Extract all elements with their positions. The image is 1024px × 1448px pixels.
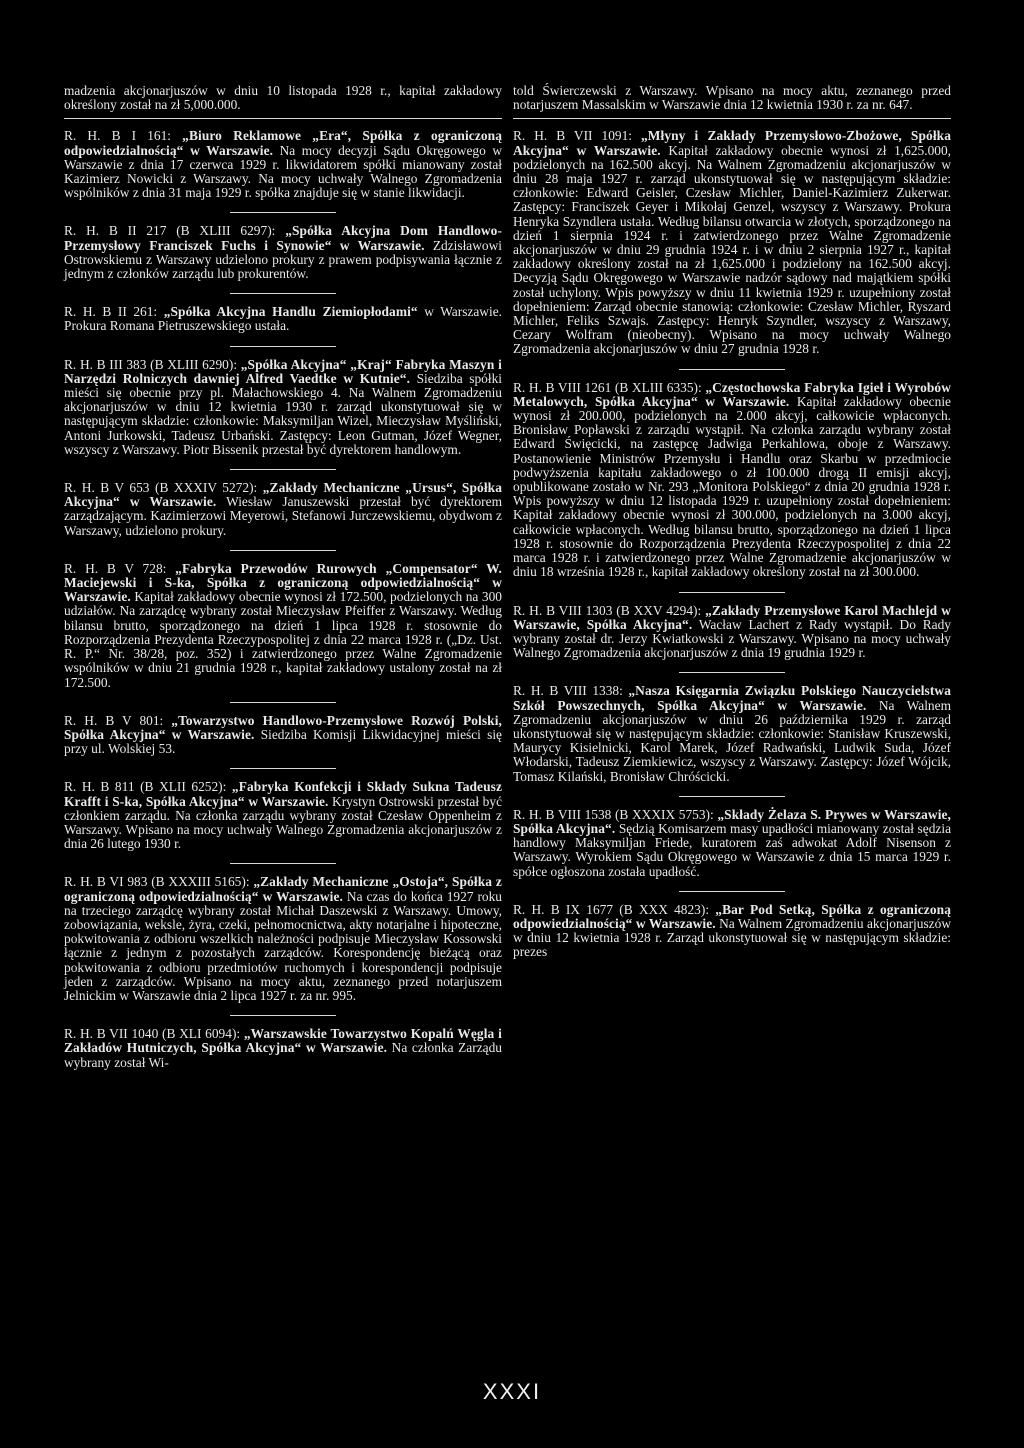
entry-text: Siedziba Komisji Likwidacyjnej mieści się przy ul. Wolskiej 53.	[64, 726, 502, 757]
entry-ref: R. H. B VII 1040 (B XLI 6094):	[64, 1026, 244, 1042]
company-name: „Warszawskie Towarzystwo Kopalń Węgla i Zakładów Hutniczych, Spółka Akcyjna“ w Warszawie.	[64, 1026, 502, 1056]
entry-text: Na członka Zarządu wybrany został Wi-	[64, 1040, 502, 1070]
register-entry	[513, 808, 951, 879]
entry-text: Siedziba spółki mieści się obecnie przy pl. Małachowskiego 4. Na Walnem Zgromadzeniu akcjonarjuszów w dniu 12 kwietnia 1930 r. zarząd ukonstytuował się w następującym składzie: członkowie: Maksymiljan Wizel, Mieczysław Myśliński, Antoni Jurkowski, Tadeusz Urbański. Zastępcy: Leon Gutman, Józef Wegner, wszyscy z Warszawy. Piotr Bissenik przestał być dyrektorem handlowym.	[64, 370, 502, 457]
company-name: „Spółka Akcyjna“ „Kraj“ Fabryka Maszyn i Narzędzi Rolniczych dawniej Alfred Vaedtke w Kutnie“.	[64, 356, 502, 386]
entry-text: Wacław Lachert z Rady wystąpił. Do Rady wybrany został dr. Jerzy Kwiatkowski z Warszawy. Wpisano na mocy uchwały Walnego Zgromadzenia akcjonarjuszów z dnia 19 grudnia 1929 r.	[513, 616, 951, 661]
entry-ref: R. H. B VIII 1303 (B XXV 4294):	[513, 602, 706, 618]
company-name: „Nasza Księgarnia Związku Polskiego Nauczycielstwa Szkół Powszechnych, Spółka Akcyjna“ w Warszawie.	[513, 683, 951, 713]
separator-line	[230, 768, 336, 769]
company-name: „Biuro Reklamowe „Era“, Spółka z ograniczoną odpowiedzialnością“ w Warszawie.	[64, 128, 502, 158]
entry-text: told Świerczewski z Warszawy. Wpisano na mocy aktu, zeznanego przed notarjuszem Massalskim w Warszawie dnia 12 kwietnia 1930 r. za nr. 647.	[513, 83, 951, 113]
entry-text: w Warszawie. Prokura Romana Pietruszewskiego ustała.	[64, 304, 502, 334]
company-name: „Składy Żelaza S. Prywes w Warszawie, Spółka Akcyjna“.	[513, 806, 952, 836]
company-name: „Zakłady Mechaniczne „Ostoja“, Spółka z ograniczoną odpowiedzialnością“ w Warszawie.	[64, 874, 502, 904]
register-entry	[64, 358, 502, 457]
separator-line	[679, 369, 785, 370]
register-entry	[64, 129, 502, 200]
entry-text: Krystyn Ostrowski przestał być członkiem zarządu. Na członka zarządu wybrany został Czesław Oppenheim z Warszawy. Wpisano na mocy uchwały Walnego Zgromadzenia akcjonarjuszów z dnia 26 lutego 1930 r.	[64, 793, 503, 852]
entry-text: Kapitał zakładowy obecnie wynosi zł 1,625.000, podzielonych na 162.500 akcyj. Na Walnem Zgromadzeniu akcjonarjuszów w dniu 28 maja 1927 r. zarząd ukonstytuował się w następującym składzie: członkowie: Edward Geisler, Czesław Michler, Daniel-Kazimierz Zukerwar. Zastępcy: Franciszek Geyer i Mikołaj Genzel, wszyscy z Warszawy. Prokura Henryka Szyndlera ustała. Według bilansu otwarcia w złotych, sporządzonego na dzień 1 sierpnia 1924 r. i zatwierdzonego przez Walne Zgromadzenie akcjonarjuszów w dniu 29 grudnia 1924 r. i w dniu 2 sierpnia 1927 r., kapitał zakładowy określony został na zł 1,625.000 i podzielony na 162.500 akcyj. Decyzją Sądu Okręgowego w Warszawie nadzór sądowy nad majątkiem spółki został uchylony. Wpis powyższy w dniu 11 kwietnia 1929 r. uzupełniony został dopełnieniem: Zarząd obecnie stanowią: członkowie: Czesław Michler, Ryszard Michler, Feliks Szwajs. Zastępcy: Henryk Szyndler, wszyscy z Warszawy, Cezary Wolfram (nieobecny). Wpisano na mocy uchwały Walnego Zgromadzenia akcjonarjuszów w dniu 27 grudnia 1928 r.	[513, 142, 951, 357]
entry-text: madzenia akcjonarjuszów w dniu 10 listopada 1928 r., kapitał zakładowy określony został na zł 5,000.000.	[64, 83, 502, 113]
register-entry	[513, 903, 951, 960]
separator-line	[230, 293, 336, 294]
register-entry	[64, 224, 502, 281]
entry-ref: R. H. B II 261:	[64, 304, 164, 320]
separator-line	[230, 1015, 336, 1016]
entry-text: Kapitał zakładowy obecnie wynosi zł 172.500, podzielonych na 300 udziałów. Na zarządcę wybrany został Mieczysław Pfeiffer z Warszawy. Według bilansu brutto, sporządzonego na dzień 1 lipca 1928 r. stosownie do Rozporządzenia Prezydenta Rzeczypospolitej z dnia 22 marca 1928 r. („Dz. Ust. R. P.“ Nr. 38/28, poz. 352) i zatwierdzonego przez Walne Zgromadzenie wspólników w dniu 21 grudnia 1928 r., kapitał zakładowy ustalony został na zł 172.500.	[64, 589, 502, 690]
company-name: „Towarzystwo Handlowo-Przemysłowe Rozwój Polski, Spółka Akcyjna“ w Warszawie.	[64, 712, 502, 742]
company-name: „Zakłady Przemysłowe Karol Machlejd w Warszawie, Spółka Akcyjna“.	[513, 602, 951, 632]
register-entry	[64, 780, 502, 851]
entry-ref: R. H. B 811 (B XLII 6252):	[64, 779, 232, 795]
separator-line	[679, 796, 785, 797]
company-name: „Spółka Akcyjna Dom Handlowo-Przemysłowy Franciszek Fuchs i Synowie“ w Warszawie.	[64, 223, 503, 253]
separator-line	[230, 863, 336, 864]
entry-text: Na mocy decyzji Sądu Okręgowego w Warszawie z dnia 17 czerwca 1929 r. likwidatorem spółki mianowany został Kazimierz Nowicki z Warszawy. Na mocy uchwały Walnego Zgromadzenia wspólników z dnia 31 maja 1929 r. spółka znajduje się w stanie likwidacji.	[64, 142, 502, 201]
company-name: „Fabryka Przewodów Rurowych „Compensator“ W. Maciejewski i S-ka, Spółka z ograniczoną odpowiedzialnością“ w Warszawie.	[64, 560, 502, 605]
separator-line	[679, 891, 785, 892]
entry-ref: R. H. B VIII 1261 (B XLIII 6335):	[513, 379, 706, 395]
register-entry	[513, 381, 951, 580]
company-name: „Bar Pod Setką, Spółka z ograniczoną odpowiedzialnością“ w Warszawie.	[513, 901, 951, 931]
entry-continuation	[64, 84, 502, 112]
separator-line	[230, 550, 336, 551]
left-column	[64, 84, 502, 1070]
entry-ref: R. H. B VIII 1538 (B XXXIX 5753):	[513, 806, 718, 822]
company-name: „Młyny i Zakłady Przemysłowo-Zbożowe, Spółka Akcyjna“ w Warszawie.	[513, 128, 951, 158]
company-name: „Zakłady Mechaniczne „Ursus“, Spółka Akcyjna“ w Warszawie.	[64, 480, 502, 510]
entry-text: Sędzią Komisarzem masy upadłości mianowany został sędzia handlowy Maksymiljan Friede, kuratorem zaś adwokat Adolf Nisenson z Warszawy. Wyrokiem Sądu Okręgowego w Warszawie z dnia 15 marca 1929 r. spółce ogłoszona została upadłość.	[513, 820, 952, 879]
entry-text: Na Walnem Zgromadzeniu akcjonarjuszów w dniu 12 kwietnia 1928 r. Zarząd ukonstytuował się w następującym składzie: prezes	[513, 915, 951, 960]
entry-ref: R. H. B IX 1677 (B XXX 4823):	[513, 901, 716, 917]
register-entry	[64, 562, 502, 690]
separator-line	[679, 592, 785, 593]
register-entry	[513, 604, 951, 661]
separator-line	[513, 118, 951, 119]
entry-ref: R. H. B VI 983 (B XXXIII 5165):	[64, 874, 254, 890]
entry-ref: R. H. B I 161:	[64, 128, 183, 144]
register-entry	[64, 875, 502, 1003]
register-entry	[64, 305, 502, 333]
entry-ref: R. H. B II 217 (B XLIII 6297):	[64, 223, 286, 239]
page-number: XXXI	[482, 1379, 542, 1404]
separator-line	[230, 469, 336, 470]
entry-continuation	[513, 84, 951, 112]
entry-ref: R. H. B V 728:	[64, 560, 176, 576]
company-name: „Fabryka Konfekcji i Składy Sukna Tadeusz Krafft i S-ka, Spółka Akcyjna“ w Warszawie.	[64, 779, 502, 809]
separator-line	[230, 346, 336, 347]
separator-line	[64, 118, 502, 119]
register-entry	[64, 481, 502, 538]
separator-line	[230, 212, 336, 213]
entry-ref: R. H. B VIII 1338:	[513, 683, 629, 699]
company-name: „Spółka Akcyjna Handlu Ziemiopłodami“	[163, 304, 418, 320]
company-name: „Częstochowska Fabryka Igieł i Wyrobów Metalowych, Spółka Akcyjna“ w Warszawie.	[513, 379, 951, 409]
entry-ref: R. H. B V 801:	[64, 712, 172, 728]
entry-text: Wiesław Januszewski przestał być dyrektorem zarządzającym. Kazimierzowi Meyerowi, Stefanowi Jurczewskiemu, obydwom z Warszawy, udzielono prokury.	[64, 494, 502, 538]
entry-text: Zdzisławowi Ostrowskiemu z Warszawy udzielono prokury z prawem podpisywania łącznie z jednym z członków zarządu lub prokurentów.	[64, 237, 502, 282]
entry-text: Na czas do końca 1927 roku na trzeciego zarządcę wybrany został Michał Daszewski z Warszawy. Umowy, zobowiązania, weksle, żyra, czeki, pełnomocnictwa, akty notarjalne i hipoteczne, pokwitowania z odbioru wszelkich należności podpisuje Mieczysław Kossowski łącznie z jednym z pozostałych zarządców. Korespondencję bieżącą oraz pokwitowania z odbioru przedmiotów ruchomych i korespondencji podpisuje jeden z zarządców. Wpisano na mocy aktu, zeznanego przed notarjuszem Jelnickim w Warszawie dnia 2 lipca 1927 r. za nr. 995.	[64, 888, 502, 1003]
entry-ref: R. H. B V 653 (B XXXIV 5272):	[64, 480, 263, 496]
entry-ref: R. H. B VII 1091:	[513, 128, 641, 144]
separator-line	[679, 672, 785, 673]
separator-line	[230, 702, 336, 703]
register-entry	[64, 714, 502, 757]
right-column	[513, 84, 951, 960]
entry-text: Na Walnem Zgromadzeniu akcjonarjuszów w dniu 26 października 1929 r. zarząd ukonstytuował się w następującym składzie: członkowie: Stanisław Kruszewski, Maurycy Kisielnicki, Karol Marek, Józef Radwański, Ludwik Suda, Józef Włodarski, Tadeusz Ziemkiewicz, wszyscy z Warszawy. Zastępcy: Józef Wójcik, Tomasz Kilański, Bronisław Chróścicki.	[513, 697, 951, 784]
register-entry	[513, 684, 951, 783]
register-entry	[513, 129, 951, 356]
register-entry	[64, 1027, 502, 1070]
entry-ref: R. H. B III 383 (B XLIII 6290):	[64, 356, 241, 372]
entry-text: Kapitał zakładowy obecnie wynosi zł 200.000, podzielonych na 2.000 akcyj, całkowicie wpłaconych. Bronisław Popławski z zarządu wystąpił. Na członka zarządu wybrany został Edward Święcicki, na zastępcę Jadwiga Perkahlowa, oboje z Warszawy. Postanowienie Ministrów Przemysłu i Handlu oraz Skarbu w przedmiocie podwyższenia kapitału zakładowego o zł 100.000 drogą II emisji akcyj, opublikowane zostało w Nr. 293 „Monitora Polskiego“ z dnia 20 grudnia 1928 r. Wpis powyższy w dniu 12 listopada 1929 r. uzupełniony został dopełnieniem: Kapitał zakładowy obecnie wynosi zł 300.000, podzielonych na 3.000 akcyj, całkowicie wpłaconych. Według bilansu brutto, sporządzonego na dzień 1 lipca 1928 r. stosownie do Rozporządzenia Prezydenta Rzeczypospolitej z dnia 22 marca 1928 r. i zatwierdzonego przez Walne Zgromadzenie akcjonarjuszów w dniu 18 września 1928 r., kapitał zakładowy określony został na zł 300.000.	[513, 393, 951, 580]
